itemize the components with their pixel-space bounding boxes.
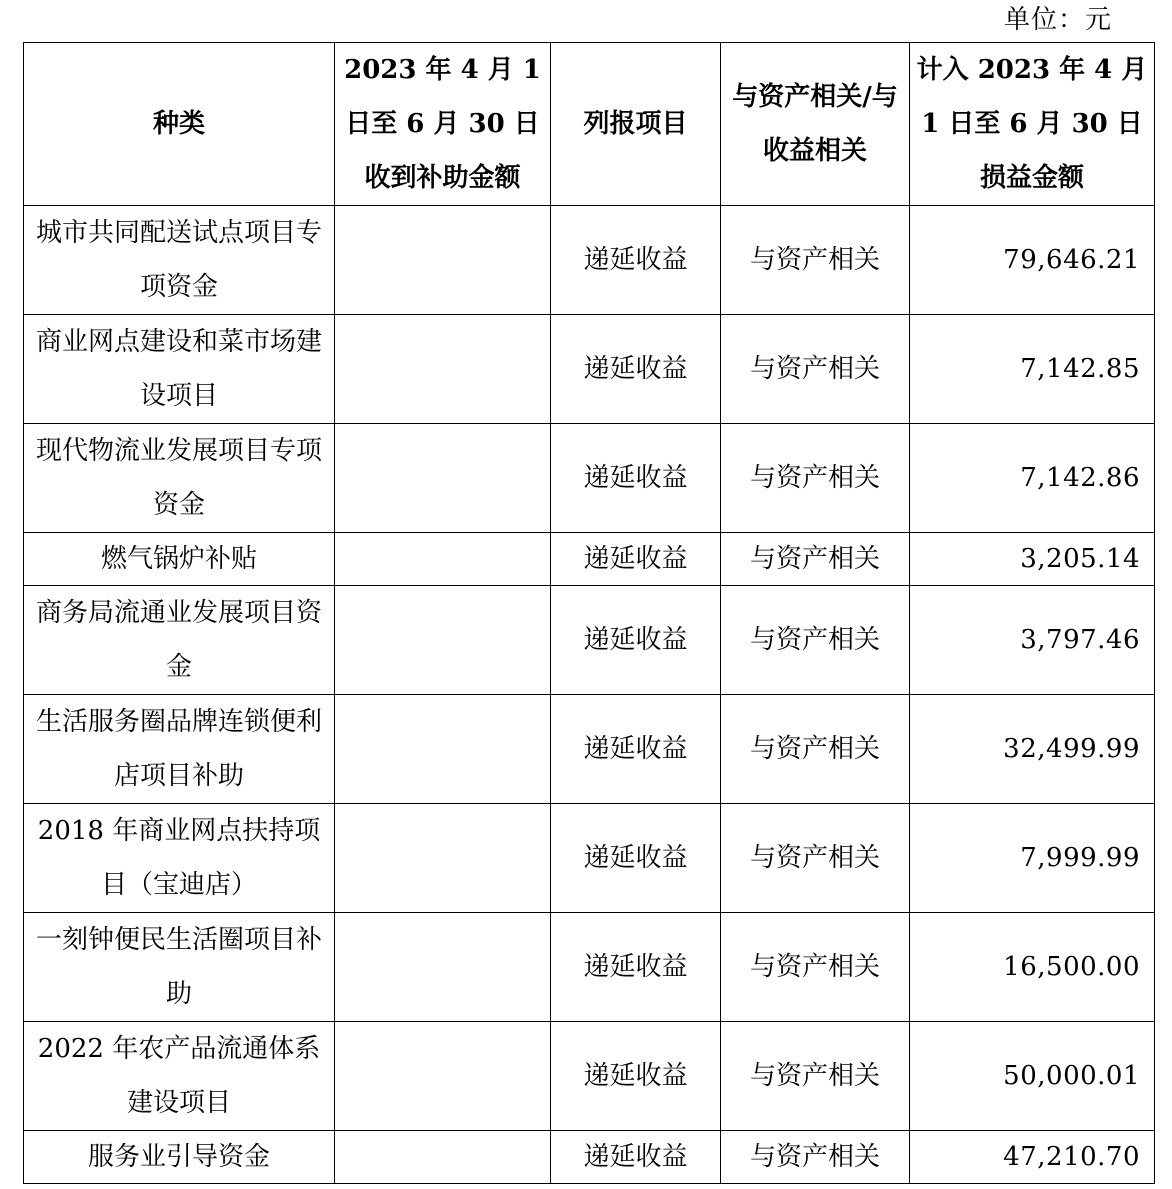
cell-received — [335, 1131, 551, 1184]
cell-amount: 7,999.99 — [910, 804, 1155, 913]
cell-relation: 与资产相关 — [721, 424, 910, 533]
table-row — [24, 1131, 1155, 1184]
table-row — [24, 424, 1155, 533]
cell-item: 递延收益 — [551, 695, 721, 804]
cell-amount: 7,142.85 — [910, 315, 1155, 424]
cell-item: 递延收益 — [551, 586, 721, 695]
header-category: 种类 — [24, 43, 335, 206]
cell-amount: 50,000.01 — [910, 1022, 1155, 1131]
header-received-amount: 2023 年 4 月 1 日至 6 月 30 日收到补助金额 — [335, 43, 551, 206]
cell-item: 递延收益 — [551, 1131, 721, 1184]
cell-relation: 与资产相关 — [721, 586, 910, 695]
cell-relation: 与资产相关 — [721, 804, 910, 913]
cell-category: 燃气锅炉补贴 — [24, 533, 335, 586]
table-row — [24, 695, 1155, 804]
cell-item: 递延收益 — [551, 315, 721, 424]
cell-received — [335, 804, 551, 913]
cell-category: 商务局流通业发展项目资金 — [24, 586, 335, 695]
cell-relation: 与资产相关 — [721, 913, 910, 1022]
table-row — [24, 804, 1155, 913]
cell-category: 生活服务圈品牌连锁便利店项目补助 — [24, 695, 335, 804]
cell-received — [335, 586, 551, 695]
cell-item: 递延收益 — [551, 1022, 721, 1131]
cell-amount: 79,646.21 — [910, 206, 1155, 315]
cell-category: 一刻钟便民生活圈项目补助 — [24, 913, 335, 1022]
cell-received — [335, 1022, 551, 1131]
table-row — [24, 1022, 1155, 1131]
cell-category: 商业网点建设和菜市场建设项目 — [24, 315, 335, 424]
cell-relation: 与资产相关 — [721, 206, 910, 315]
table-row — [24, 913, 1155, 1022]
cell-item: 递延收益 — [551, 206, 721, 315]
cell-amount: 3,205.14 — [910, 533, 1155, 586]
cell-amount: 16,500.00 — [910, 913, 1155, 1022]
cell-received — [335, 695, 551, 804]
header-row — [24, 43, 1155, 206]
cell-item: 递延收益 — [551, 424, 721, 533]
cell-received — [335, 424, 551, 533]
cell-item: 递延收益 — [551, 913, 721, 1022]
cell-relation: 与资产相关 — [721, 1131, 910, 1184]
header-reported-item: 列报项目 — [551, 43, 721, 206]
cell-relation: 与资产相关 — [721, 1022, 910, 1131]
cell-category: 2022 年农产品流通体系建设项目 — [24, 1022, 335, 1131]
table-row — [24, 315, 1155, 424]
cell-relation: 与资产相关 — [721, 533, 910, 586]
cell-category: 城市共同配送试点项目专项资金 — [24, 206, 335, 315]
header-relation: 与资产相关/与收益相关 — [721, 43, 910, 206]
cell-received — [335, 533, 551, 586]
cell-item: 递延收益 — [551, 533, 721, 586]
cell-relation: 与资产相关 — [721, 695, 910, 804]
table-row — [24, 586, 1155, 695]
table-row — [24, 206, 1155, 315]
cell-amount: 7,142.86 — [910, 424, 1155, 533]
cell-received — [335, 206, 551, 315]
cell-received — [335, 315, 551, 424]
cell-received — [335, 913, 551, 1022]
cell-item: 递延收益 — [551, 804, 721, 913]
cell-relation: 与资产相关 — [721, 315, 910, 424]
cell-category: 现代物流业发展项目专项资金 — [24, 424, 335, 533]
government-grants-table — [23, 42, 1155, 1184]
unit-label: 单位：元 — [1003, 5, 1112, 35]
header-pl-amount: 计入 2023 年 4 月 1 日至 6 月 30 日损益金额 — [910, 43, 1155, 206]
cell-amount: 47,210.70 — [910, 1131, 1155, 1184]
table-row — [24, 533, 1155, 586]
cell-amount: 32,499.99 — [910, 695, 1155, 804]
cell-category: 服务业引导资金 — [24, 1131, 335, 1184]
cell-amount: 3,797.46 — [910, 586, 1155, 695]
cell-category: 2018 年商业网点扶持项目（宝迪店） — [24, 804, 335, 913]
